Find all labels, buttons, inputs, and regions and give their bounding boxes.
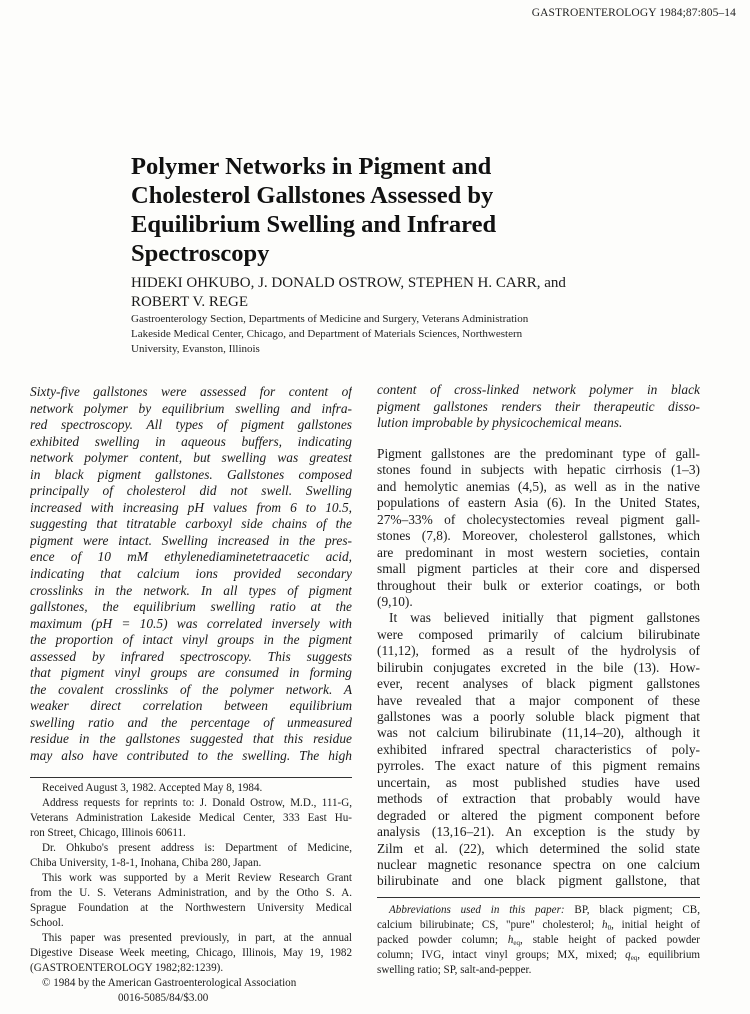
abstract-line: network polymer content, but swelling was greatest — [30, 450, 352, 466]
affiliation-line: Lakeside Medical Center, Chicago, and Department of Materials Sciences, Northwestern — [131, 328, 523, 340]
article-footnotes — [30, 781, 352, 1006]
abstract-line: content of cross-linked network polymer in black — [377, 382, 700, 397]
footnote-line: Sprague Foundation at the Northwestern University Medical — [30, 902, 352, 914]
author-line: ROBERT V. REGE — [131, 293, 249, 310]
abstract-line: residue in the gallstones suggested that this residue — [30, 731, 352, 747]
abbreviations-text: calcium bilirubinate; CS, "pure" cholesterol; — [377, 919, 595, 931]
journal-citation-header: GASTROENTEROLOGY 1984;87:805–14 — [531, 7, 736, 19]
body-line: degraded or altered the pigment component before — [377, 807, 700, 823]
abstract-line: swelling ratio and the percentage of unmeasured — [30, 714, 352, 730]
abbreviations-text: column; IVG, intact vinyl groups; MX, mixed; — [377, 949, 617, 961]
body-line: Zilm et al. (22), which determined the solid state — [377, 840, 700, 856]
abstract-line: pigment gallstones renders their therapeutic disso- — [377, 398, 700, 414]
abbreviations-line — [377, 918, 700, 933]
body-line: throughout their bulk or exterior coatings, or both — [377, 577, 700, 593]
abstract-line: increased with increasing pH values from 6 to 10.5, — [30, 499, 352, 515]
abstract-line: in black pigment gallstones. Gallstones composed — [30, 466, 352, 482]
footnote-line: Received August 3, 1982. Accepted May 8, 1984. — [42, 782, 263, 794]
footnote-line: Chiba University, 1-8-1, Inohana, Chiba 280, Japan. — [30, 857, 262, 869]
body-line: 27%–33% of cholecystectomies reveal pigment gall- — [377, 511, 700, 527]
abstract-line: that pigment vinyl groups are consumed in forming — [30, 665, 352, 681]
abstract-line: Sixty-five gallstones were assessed for content of — [30, 384, 352, 399]
abstract-line: crosslinks in the network. In all types of pigment — [30, 582, 352, 598]
body-line: It was believed initially that pigment gallstones — [389, 610, 700, 626]
abstract-line: the covalent crosslinks of the polymer network. A — [30, 681, 352, 697]
footnote-line: This work was supported by a Merit Review Research Grant — [42, 872, 352, 884]
qeq-subscript: eq — [630, 954, 638, 962]
abbreviations-text: BP, black pigment; CB, — [574, 904, 700, 916]
abbreviations-label: Abbreviations used in this paper: — [389, 904, 565, 916]
body-line: (9,10). — [377, 593, 413, 609]
body-line: pyrroles. The exact nature of this pigment remains — [377, 758, 700, 774]
heq-symbol: h — [507, 934, 514, 946]
affiliation-line: University, Evanston, Illinois — [131, 343, 260, 355]
affiliation-line: Gastroenterology Section, Departments of Medicine and Surgery, Veterans Administration — [131, 313, 529, 325]
article-title — [131, 152, 551, 268]
author-affiliation — [131, 312, 591, 357]
abbreviations-footnote — [377, 903, 700, 978]
body-line: and hemolytic anemias (4,5), as well as in the native — [377, 478, 700, 494]
body-line: stones found in subjects with hepatic cirrhosis (1–3) — [377, 462, 700, 478]
abstract-line: principally of cholesterol did not swell. Swelling — [30, 483, 352, 499]
author-list — [131, 274, 621, 311]
body-line: were composed primarily of calcium bilirubinate — [377, 626, 700, 642]
abstract-line: pigment were intact. Swelling increased in the pres- — [30, 532, 352, 548]
body-line: bilirubin conjugates excreted in the bile (13). How- — [377, 659, 700, 675]
abbreviations-text: , initial height of — [611, 919, 700, 931]
body-line: stones (7,8). Moreover, cholesterol gallstones, which — [377, 528, 700, 544]
body-line: exhibited infrared spectral characteristics of poly- — [377, 741, 700, 757]
abbreviations-line — [377, 903, 700, 918]
body-line: was not calcium bilirubinate (11,14–20), although it — [377, 725, 700, 741]
author-line: HIDEKI OHKUBO, J. DONALD OSTROW, STEPHEN H. CARR, and — [131, 275, 566, 291]
abstract-line: exhibited swelling in aqueous buffers, indicating — [30, 433, 352, 449]
body-line: are predominant in most western societies, contain — [377, 544, 700, 560]
footnote-line: Veterans Administration Lakeside Medical Center, 333 East Hu- — [30, 812, 352, 824]
abbreviations-text: , equilibrium — [637, 949, 700, 961]
abstract-line: weaker direct correlation between equilibrium — [30, 698, 352, 714]
abstract-line: may also have contributed to the swelling. The high — [30, 748, 352, 764]
body-line: ever, recent analyses of black pigment gallstones — [377, 676, 700, 692]
issn-code: 0016-5085/84/$3.00 — [118, 992, 209, 1004]
h0-symbol: h — [602, 919, 608, 931]
footnote-line: Digestive Disease Week meeting, Chicago, Illinois, May 19, 1982 — [30, 947, 352, 959]
title-line: Cholesterol Gallstones Assessed by — [131, 182, 494, 209]
body-line: uncertain, as most published studies have used — [377, 774, 700, 790]
body-line: Pigment gallstones are the predominant type of gall- — [377, 446, 700, 461]
abbreviations-line: swelling ratio; SP, salt-and-pepper. — [377, 964, 532, 976]
title-line: Spectroscopy — [131, 240, 270, 267]
footnote-line: This paper was presented previously, in part, at the annual — [42, 932, 352, 944]
heq-subscript: eq — [513, 939, 521, 947]
qeq-symbol: q — [625, 949, 631, 961]
footnote-line: Dr. Ohkubo's present address is: Department of Medicine, — [42, 842, 352, 854]
abstract-line: gallstones, the equilibrium swelling ratio at the — [30, 599, 352, 615]
footnote-line: (GASTROENTEROLOGY 1982;82:1239). — [30, 962, 224, 974]
abbreviations-text: , stable height of packed powder — [520, 934, 700, 946]
body-line: (11,12), formed as a result of the hydrolysis of — [377, 643, 700, 659]
body-line: small pigment particles at their core and dispersed — [377, 561, 700, 577]
abstract-line: the proportion of intact vinyl groups in the pigment — [30, 632, 352, 648]
abstract-line: indicating that calcium ions provided secondary — [30, 566, 352, 582]
abbreviations-text: packed powder column; — [377, 934, 498, 946]
abstract-line: suggesting that titratable carboxyl side chains of the — [30, 516, 352, 532]
abstract-line: ence of 10 mM ethylenediaminetetraacetic acid, — [30, 549, 352, 565]
title-line: Equilibrium Swelling and Infrared — [131, 211, 497, 238]
title-line: Polymer Networks in Pigment and — [131, 153, 492, 180]
abbreviations-line — [377, 933, 700, 948]
copyright-line: © 1984 by the American Gastroenterological Association — [42, 977, 297, 989]
body-line: analysis (13,16–21). An exception is the study by — [377, 824, 700, 840]
body-line: populations of eastern Asia (6). In the United States, — [377, 495, 700, 511]
footnote-line: Address requests for reprints to: J. Donald Ostrow, M.D., 111-G, — [42, 797, 352, 809]
footnote-divider — [30, 777, 352, 778]
abstract-line: red spectroscopy. All types of pigment gallstones — [30, 417, 352, 433]
body-text-column — [377, 446, 700, 890]
abstract-left-column — [30, 384, 352, 765]
abbreviations-divider — [377, 897, 700, 898]
body-line: have revealed that a major component of these — [377, 692, 700, 708]
body-line: gallstones was a poorly soluble black pigment that — [377, 709, 700, 724]
abstract-line: lution improbable by physicochemical means. — [377, 415, 623, 431]
body-line: nuclear magnetic resonance spectra on one calcium — [377, 856, 700, 872]
abstract-line: network polymer by equilibrium swelling and infra- — [30, 400, 352, 416]
footnote-line: from the U. S. Veterans Administration, and by the Otho S. A. — [30, 887, 352, 899]
abstract-right-column — [377, 382, 700, 432]
abstract-line: assessed by infrared spectroscopy. This suggests — [30, 648, 352, 664]
abbreviations-line — [377, 948, 700, 963]
abstract-line: maximum (pH = 10.5) was correlated inversely with — [30, 615, 352, 631]
footnote-line: ron Street, Chicago, Illinois 60611. — [30, 827, 186, 839]
h0-subscript: 0 — [607, 924, 612, 932]
footnote-line: School. — [30, 917, 64, 929]
body-line: methods of extraction that probably would have — [377, 791, 700, 807]
body-line: bilirubinate and one black pigment gallstone, that — [377, 873, 700, 889]
